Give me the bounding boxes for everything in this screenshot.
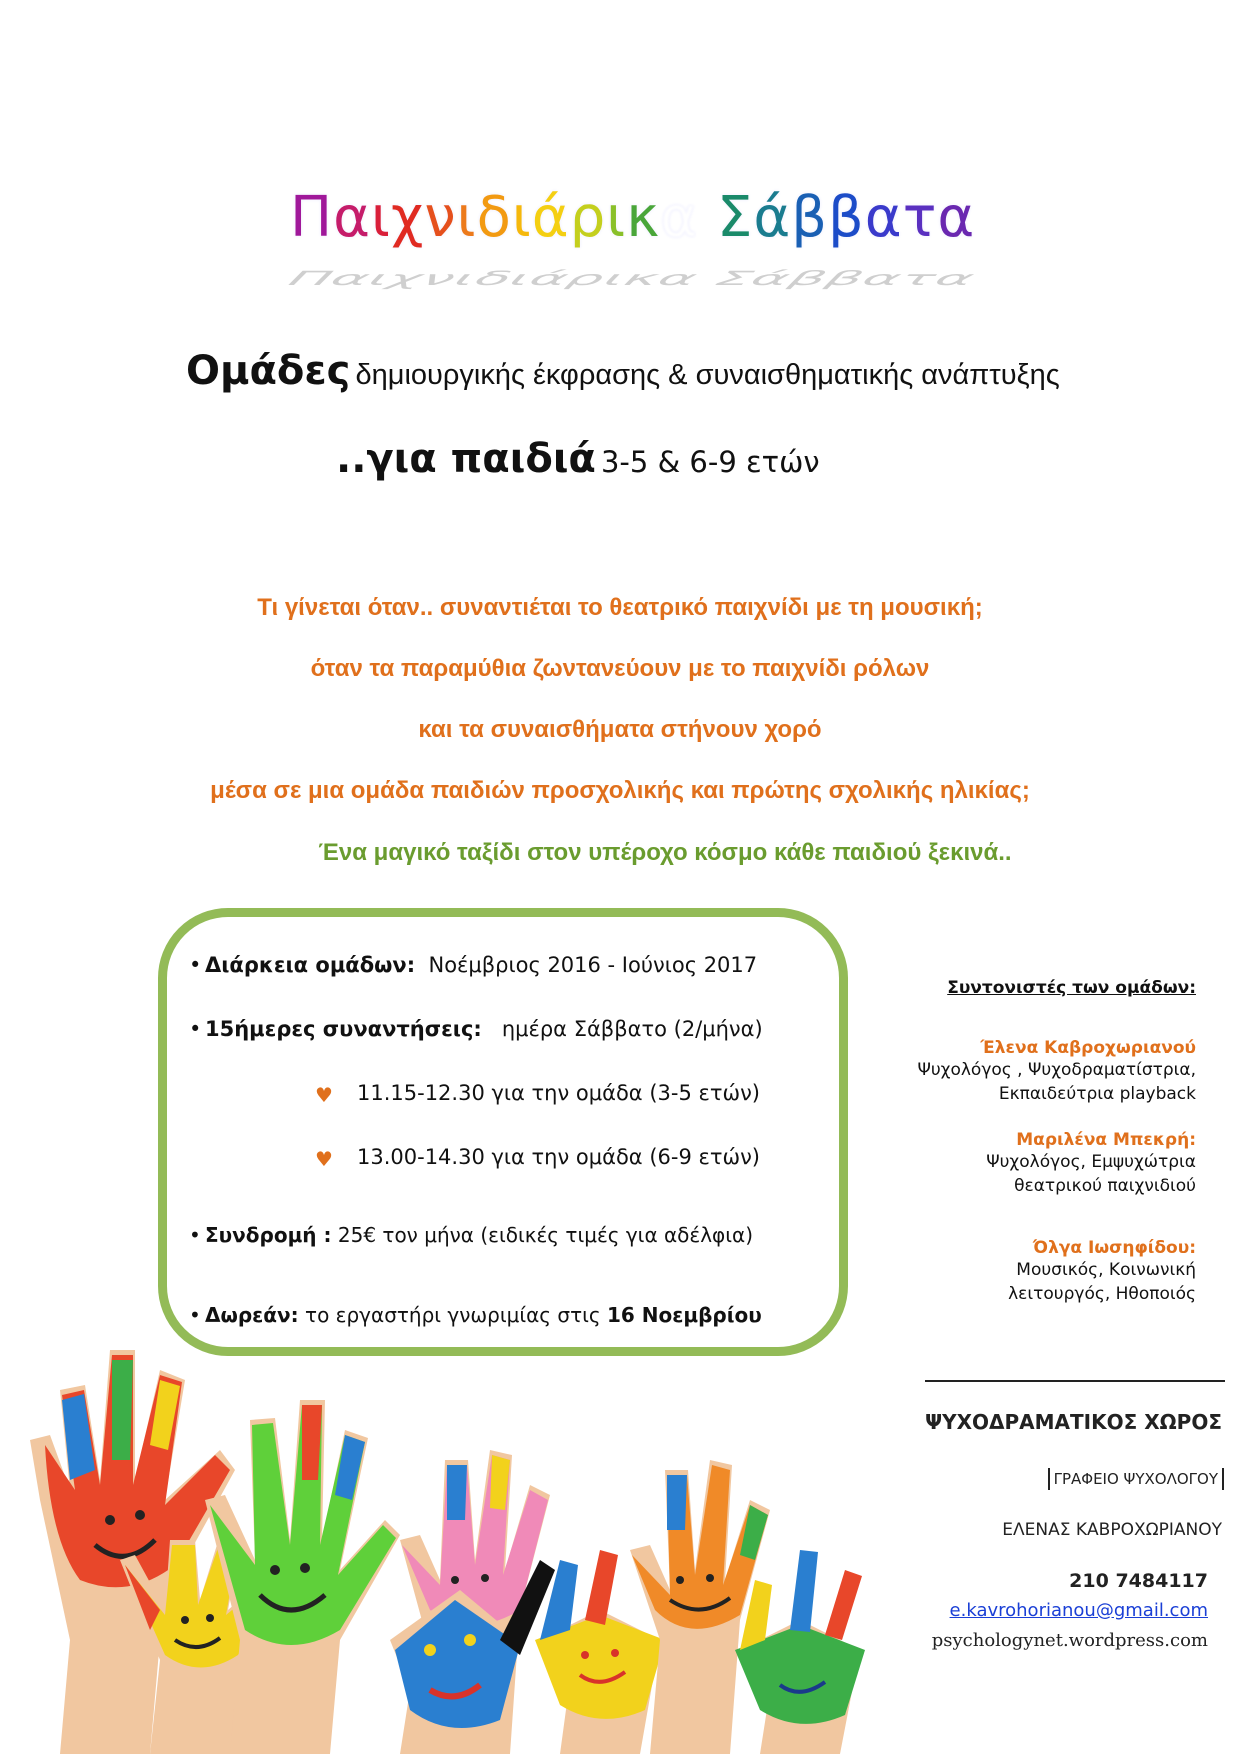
- coordinator-role: Εκπαιδεύτρια playback: [998, 1084, 1196, 1104]
- coordinator-name: Όλγα Ιωσηφίδου:: [1032, 1238, 1196, 1258]
- heart-icon: ♥: [315, 1083, 333, 1107]
- bullet-icon: •: [189, 1303, 201, 1327]
- info-duration-value: Νοέμβριος 2016 - Ιούνιος 2017: [428, 953, 758, 977]
- title-letter: ά: [531, 185, 570, 250]
- title-letter: ι: [456, 185, 477, 250]
- title-letter: χ: [390, 185, 425, 250]
- heart-icon: ♥: [315, 1147, 333, 1171]
- title-letter: α: [660, 185, 699, 250]
- title-letter: ρ: [569, 185, 607, 250]
- title-letter: ά: [753, 185, 792, 250]
- coordinator: [816, 1130, 1196, 1198]
- schedule-item: 13.00-14.30 για την ομάδα (6-9 ετών): [357, 1145, 760, 1169]
- office-type: ΓΡΑΦΕΙΟ ΨΥΧΟΛΟΓΟΥ: [1048, 1468, 1224, 1490]
- heading-groups-rest: δημιουργικής έκφρασης & συναισθηματικής ανάπτυξης: [355, 359, 1060, 391]
- title-shadow: Παιχνιδιάρικα Σάββατα: [278, 267, 986, 290]
- intro-closing-line: Ένα μαγικό ταξίδι στον υπέροχο κόσμο κάθε παιδιού ξεκινά..: [318, 839, 1012, 866]
- info-duration-label: Διάρκεια ομάδων:: [205, 953, 416, 977]
- title-letter: ι: [511, 185, 532, 250]
- title-letter: τ: [902, 185, 938, 250]
- coordinators-panel: [816, 978, 1196, 1330]
- info-fee-label: Συνδρομή :: [205, 1223, 332, 1247]
- coordinator-role: λειτουργός, Ηθοποιός: [1008, 1284, 1196, 1304]
- info-box: [158, 908, 848, 1356]
- title-letter: α: [333, 185, 372, 250]
- info-duration: [189, 953, 757, 977]
- bullet-icon: •: [189, 1223, 201, 1247]
- bullet-icon: •: [189, 1017, 202, 1041]
- heading-for-kids-ages: 3-5 & 6-9 ετών: [600, 445, 820, 479]
- hand-8: [735, 1550, 865, 1754]
- title-letter: α: [864, 185, 903, 250]
- intro-line: Τι γίνεται όταν.. συναντιέται το θεατρικό παιχνίδι με τη μουσική;: [257, 594, 983, 621]
- info-free-label: Δωρεάν:: [205, 1303, 299, 1327]
- title-letter: ι: [606, 185, 627, 250]
- phone-number: 210 7484117: [1069, 1570, 1208, 1592]
- poster-title: [278, 185, 986, 290]
- info-free-value: το εργαστήρι γνωριμίας στις: [305, 1303, 601, 1327]
- title-letter: α: [937, 185, 976, 250]
- info-free-date: 16 Νοεμβρίου: [606, 1303, 762, 1327]
- title-letter: κ: [626, 185, 661, 250]
- title-letter: δ: [476, 185, 512, 250]
- info-fee: [189, 1223, 753, 1247]
- title-letter: ν: [424, 185, 457, 250]
- title-text: [290, 185, 975, 250]
- info-fee-value: 25€ τον μήνα (ειδικές τιμές για αδέλφια): [337, 1223, 754, 1247]
- coordinator: [816, 1038, 1196, 1106]
- coordinators-heading: Συντονιστές των ομάδων:: [947, 978, 1196, 998]
- hand-7: [630, 1460, 770, 1754]
- title-letter: β: [828, 185, 865, 250]
- intro-line: όταν τα παραμύθια ζωντανεύουν με το παιχνίδι ρόλων: [310, 655, 930, 682]
- office-person: ΕΛΕΝΑΣ ΚΑΒΡΟΧΩΡΙΑΝΟΥ: [1002, 1520, 1222, 1540]
- coordinator-role: Μουσικός, Κοινωνική: [1016, 1260, 1196, 1280]
- website-text: psychologynet.wordpress.com: [931, 1630, 1208, 1651]
- painted-hands-illustration: [0, 1310, 900, 1754]
- title-letter: [698, 185, 717, 250]
- title-letter: β: [791, 185, 829, 250]
- coordinator-role: Ψυχολόγος , Ψυχοδραματίστρια,: [917, 1060, 1196, 1080]
- title-letter: Σ: [716, 185, 754, 250]
- schedule-item: 11.15-12.30 για την ομάδα (3-5 ετών): [357, 1081, 760, 1105]
- title-letter: ι: [371, 185, 391, 250]
- intro-line: μέσα σε μια ομάδα παιδιών προσχολικής και πρώτης σχολικής ηλικίας;: [210, 777, 1030, 804]
- intro-line: και τα συναισθήματα στήνουν χορό: [418, 716, 822, 743]
- info-meetings: [189, 1017, 763, 1041]
- coordinator-name: Έλενα Καβροχωριανού: [980, 1038, 1196, 1058]
- coordinator-role: θεατρικού παιχνιδιού: [1014, 1176, 1196, 1196]
- coordinator-name: Μαριλένα Μπεκρή:: [1016, 1130, 1196, 1150]
- divider: [925, 1380, 1225, 1382]
- info-meetings-label: 15ήμερες συναντήσεις:: [205, 1017, 482, 1041]
- coordinator-role: Ψυχολόγος, Εμψυχώτρια: [986, 1152, 1196, 1172]
- coordinator: [816, 1238, 1196, 1306]
- info-meetings-value: ημέρα Σάββατο (2/μήνα): [501, 1017, 763, 1041]
- email-link[interactable]: e.kavrohorianou@gmail.com: [949, 1600, 1208, 1621]
- heading-groups-bold: Ομάδες: [186, 348, 351, 394]
- heading-for-kids: [336, 436, 820, 482]
- bullet-icon: •: [189, 953, 202, 977]
- title-letter: Π: [290, 185, 334, 250]
- heading-groups: [186, 348, 1060, 394]
- info-free: [189, 1303, 762, 1327]
- office-name: ΨΥΧΟΔΡΑΜΑΤΙΚΟΣ ΧΩΡΟΣ: [925, 1410, 1222, 1434]
- heading-for-kids-bold: ..για παιδιά: [336, 436, 596, 482]
